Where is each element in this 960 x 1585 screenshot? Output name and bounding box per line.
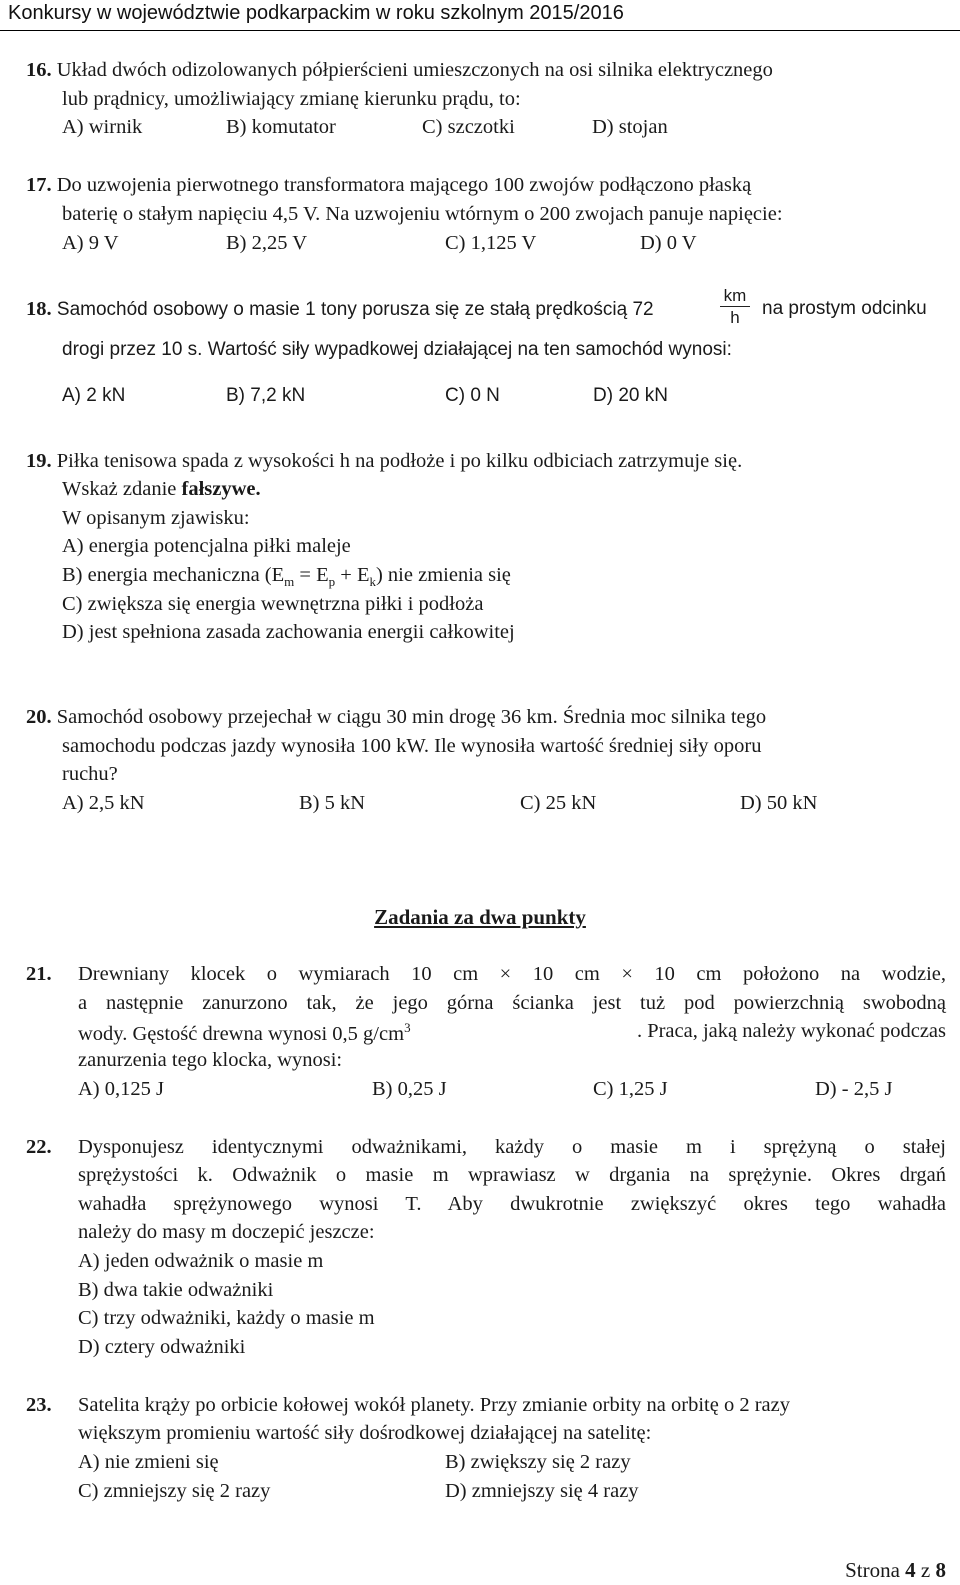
q22-number [26,1137,52,1158]
q21-line-3-part-b: . Praca, jaką należy wykonać podczas [636,1020,946,1042]
q22-option-d: D) cztery odważniki [78,1336,246,1358]
footer-separator: z [915,1558,936,1582]
header-title: Konkursy w województwie podkarpackim w roku szkolnym 2015/2016 [8,2,624,24]
section-title: Zadania za dwa punkty [374,905,586,929]
q23-number [26,1395,52,1416]
q18-option-a: A) 2 kN [62,385,126,406]
q21-line-1: Drewniany klocek o wymiarach 10 cm × 10 cm × 10 cm położono na wodzie, [78,963,946,985]
q16-line-2: lub prądnicy, umożliwiający zmianę kierunku prądu, to: [62,88,521,110]
q17-option-d: D) 0 V [640,232,697,254]
q19-b-text-4: ) nie zmienia się [375,564,511,586]
q20-text-1: Samochód osobowy przejechał w ciągu 30 min drogę 36 km. Średnia moc silnika tego [56,706,767,728]
q19-option-b [62,565,511,588]
q21-line-2: a następnie zanurzono tak, że jego górna ścianka jest tuż pod powierzchnią swobodną [78,992,946,1014]
q16-option-d: D) stojan [592,116,668,138]
q23-option-c: C) zmniejszy się 2 razy [78,1480,271,1502]
q17-number: 17. [26,174,52,196]
q18-number: 18. [26,298,52,320]
q22-line-3: wahadła sprężynowego wynosi T. Aby dwukrotnie zwiększyć okres tego wahadła [78,1193,946,1215]
q23-option-b: B) zwiększy się 2 razy [445,1451,631,1473]
q20-line-1 [26,707,766,728]
q20-option-d: D) 50 kN [740,792,818,814]
q19-option-c: C) zwiększa się energia wewnętrzna piłki i podłoża [62,593,484,615]
q23-line-2: większym promieniu wartość siły dośrodkowej działającej na satelitę: [78,1422,652,1444]
q16-text-1: Układ dwóch odizolowanych półpierścieni umieszczonych na osi silnika elektrycznego [56,59,773,81]
q17-line-2: baterię o stałym napięciu 4,5 V. Na uzwojeniu wtórnym o 200 zwojach panuje napięcie: [62,203,783,225]
q21-option-a: A) 0,125 J [78,1078,164,1100]
footer-prefix: Strona [845,1558,906,1582]
q21-density-text: wody. Gęstość drewna wynosi 0,5 g/cm [78,1022,405,1045]
q21-density-exponent: 3 [404,1020,411,1035]
q21-option-d: D) - 2,5 J [815,1078,893,1100]
q20-option-b: B) 5 kN [299,792,366,814]
q19-b-text-3: + E [335,564,370,586]
q17-text-1: Do uzwojenia pierwotnego transformatora mającego 100 zwojów podłączono płaską [56,174,752,196]
q18-fraction-denominator: h [730,308,740,327]
q20-line-2: samochodu podczas jazdy wynosiła 100 kW. Ile wynosiła wartość średniej siły oporu [62,735,762,757]
q19-option-d: D) jest spełniona zasada zachowania energii całkowitej [62,621,515,643]
q23-number-text: 23. [26,1394,52,1416]
q18-line-1 [26,299,654,320]
q17-option-c: C) 1,125 V [445,232,537,254]
q16-option-b: B) komutator [226,116,336,138]
page-footer [845,1558,946,1583]
q18-fraction-bar [720,306,750,307]
q22-line-2: sprężystości k. Odważnik o masie m wprawiasz w drgania na sprężynie. Okres drgań [78,1164,946,1186]
q16-line-1 [26,60,773,81]
footer-page-number: 4 [905,1558,916,1582]
footer-page-total: 8 [935,1558,946,1582]
q18-option-b: B) 7,2 kN [226,385,306,406]
q18-text-1b: na prostym odcinku [762,298,927,319]
q21-line-3-part-a [78,1021,411,1044]
q21-number [26,964,52,985]
q19-line-3: W opisanym zjawisku: [62,507,250,529]
q22-option-c: C) trzy odważniki, każdy o masie m [78,1307,375,1329]
q18-fraction-numerator: km [723,286,747,305]
q19-option-a: A) energia potencjalna piłki maleje [62,535,351,557]
q18-speed-fraction [720,287,750,326]
q18-option-c: C) 0 N [445,385,500,406]
q21-number-text: 21. [26,963,52,985]
q19-b-text-1: B) energia mechaniczna (E [62,564,285,586]
q19-b-sub-m: m [284,574,295,590]
q19-b-sub-k: k [369,574,376,590]
q20-number: 20. [26,706,52,728]
q16-number: 16. [26,59,52,81]
q19-text-2a: Wskaż zdanie [62,478,182,500]
q19-text-2c: . [255,478,261,500]
q19-b-sub-p: p [328,574,336,590]
q23-option-a: A) nie zmieni się [78,1451,219,1473]
page-header [0,0,960,31]
q17-option-a: A) 9 V [62,232,119,254]
q16-option-c: C) szczotki [422,116,515,138]
q17-option-b: B) 2,25 V [226,232,308,254]
q19-line-1 [26,451,742,472]
q19-b-text-2: = E [294,564,329,586]
q18-line-2: drogi przez 10 s. Wartość siły wypadkowej działającej na ten samochód wynosi: [62,339,732,360]
q19-false-emphasis: fałszywe [181,478,256,500]
q17-line-1 [26,175,751,196]
q22-number-text: 22. [26,1136,52,1158]
q21-option-b: B) 0,25 J [372,1078,447,1100]
q18-text-1a: Samochód osobowy o masie 1 tony porusza się ze stałą prędkością 72 [56,299,654,320]
q23-option-d: D) zmniejszy się 4 razy [445,1480,639,1502]
q22-line-1: Dysponujesz identycznymi odważnikami, każdy o masie m i sprężyną o stałej [78,1136,946,1158]
q18-option-d: D) 20 kN [593,385,668,406]
q22-line-4: należy do masy m doczepić jeszcze: [78,1221,375,1243]
q19-number: 19. [26,450,52,472]
q20-option-c: C) 25 kN [520,792,597,814]
q20-option-a: A) 2,5 kN [62,792,145,814]
q22-option-b: B) dwa takie odważniki [78,1279,274,1301]
q20-line-3: ruchu? [62,763,118,785]
q21-line-3 [78,1021,946,1044]
q21-option-c: C) 1,25 J [593,1078,668,1100]
q19-line-2 [62,479,261,500]
q21-line-4: zanurzenia tego klocka, wynosi: [78,1049,343,1071]
q19-text-1: Piłka tenisowa spada z wysokości h na podłoże i po kilku odbiciach zatrzymuje się. [56,450,743,472]
q23-line-1: Satelita krąży po orbicie kołowej wokół planety. Przy zmianie orbity na orbitę o 2 razy [78,1394,790,1416]
q22-option-a: A) jeden odważnik o masie m [78,1250,324,1272]
q16-option-a: A) wirnik [62,116,143,138]
